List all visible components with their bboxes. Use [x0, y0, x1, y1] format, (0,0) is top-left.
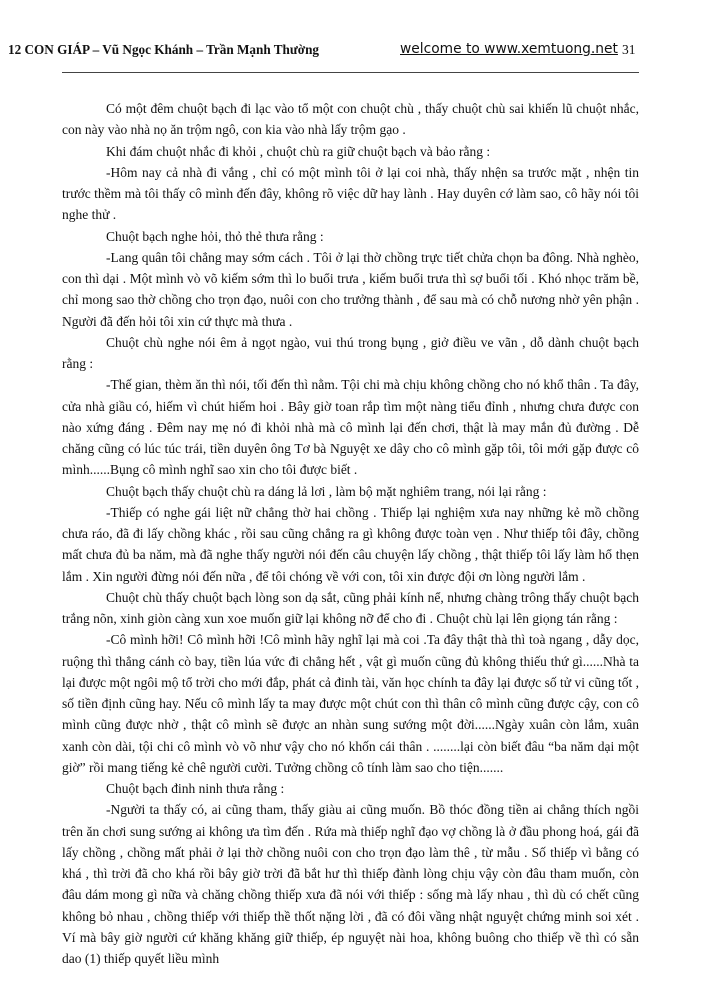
- paragraph-8: Chuột bạch thấy chuột chù ra dáng lả lơi , làm bộ mặt nghiêm trang, nói lại rằng :: [106, 483, 547, 499]
- paragraph-6: Chuột chù nghe nói êm ả ngọt ngào, vui thú trong bụng , giở điều ve vãn , dỗ dành chuột bạch rằng :: [62, 334, 639, 371]
- paragraph-1: Có một đêm chuột bạch đi lạc vào tổ một con chuột chù , thấy chuột chù sai khiến lũ chuột nhắc, con này vào nhà nọ ăn trộm ngô, con kia vào nhà lấy trộm gạo .: [62, 101, 639, 138]
- paragraph-11: -Cô mình hỡi! Cô mình hỡi !Cô mình hãy nghĩ lại mà coi .Ta đây thật thà thì toà ngang , dẫy dọc, ruộng thì thẳng cánh cò bay, tiền lúa vức đi chẳng hết , vật gì muốn cũng đủ không thiếu thứ gì......Nhà ta lại được một ngôi mộ tổ trời cho mới đắp, phát cả đinh tài, văn học chính ta đây lại được số tử vi cũng tốt , số tiền định cũng hay. Nếu cô mình lấy ta may được một chút con thì thân cô mình cũng được cậy, con cô mình cũng được nhờ , thật cô mình sẽ được an nhàn sung sướng một đời......Ngày xuân còn lắm, xuân xanh còn dài, tội chi cô mình vò võ như vậy cho nó khốn cái thân . ........lại còn biết đâu “ba năm dại một giờ” rồi mang tiếng kẻ chê người cười. Tưởng chồng cô tính làm sao cho tiện.......: [62, 632, 639, 775]
- story-body: [62, 98, 639, 969]
- header-divider: [62, 72, 639, 73]
- header-title: 12 CON GIÁP – Vũ Ngọc Khánh – Trần Mạnh Thường: [8, 42, 320, 57]
- page-header: [0, 42, 702, 62]
- paragraph-12: Chuột bạch đinh ninh thưa rằng :: [106, 781, 285, 796]
- page-number: 31: [622, 42, 636, 57]
- paragraph-4: Chuột bạch nghe hỏi, thỏ thẻ thưa rằng :: [106, 228, 324, 244]
- paragraph-2: Khi đám chuột nhắc đi khỏi , chuột chù ra giữ chuột bạch và bảo rằng :: [106, 143, 491, 159]
- paragraph-3: -Hôm nay cả nhà đi vắng , chỉ có một mình tôi ở lại coi nhà, thấy nhện sa trước mặt , nhện tin trước thềm mà tôi thấy cô mình đến đây, không rõ việc dữ hay lành . Hay duyên cớ làm sao, cô hãy nói tôi nghe thử .: [62, 164, 639, 223]
- paragraph-7: -Thế gian, thèm ăn thì nói, tối đến thì nằm. Tội chi mà chịu không chồng cho nó khổ thân . Ta đây, cửa nhà giầu có, hiếm vì chút hiếm hoi . Bây giờ toan rắp tìm một nàng tiểu đỉnh , nhưng chưa được con nào xứng đáng . Đêm nay mẹ nó đi khỏi nhà mà cô mình lại đến chơi, thật là may mắn đủ đường . Dễ chăng cũng có lúc túc trái, tiền duyên ông Tơ bà Nguyệt xe dây cho cô mình gặp tôi, tôi mới gặp được cô mình......Bụng cô mình nghĩ sao xin cho tôi được biết .: [62, 377, 639, 478]
- paragraph-10: Chuột chù thấy chuột bạch lòng son dạ sắt, cũng phải kính nể, nhưng chàng trông thấy chuột bạch trắng nõn, xinh giòn càng xun xoe muốn giữ lại không nỡ để cho đi . Chuột chù lại lên giọng tán rằng :: [62, 589, 639, 626]
- paragraph-5: -Lang quân tôi chẳng may sớm cách . Tôi ở lại thờ chồng trực tiết chửa chọn ba đông. Nhà nghèo, con thì dại . Một mình vò võ kiếm sớm thì lo buổi trưa , kiếm buổi trưa thì sợ buổi tối . Khó nhọc trăm bề, chỉ mong sao thờ chồng cho trọn đạo, nuôi con cho trưởng thành , để sau mà có chỗ nương nhờ yên phận . Người đã đến hỏi tôi xin cứ thực mà thưa .: [62, 249, 639, 329]
- paragraph-13: -Người ta thấy có, ai cũng tham, thấy giàu ai cũng muốn. Bồ thóc đồng tiền ai chẳng thích ngồi trên ăn chơi sung sướng ai không ưa tìm đến . Rứa mà thiếp nghĩ đạo vợ chồng là ở đầu phong hoá, gái đã lấy chồng , chồng mất phải ở lại thờ chồng nuôi con cho trọn đạo làm thê , từ mẫu . Số thiếp vì bằng có khá , thì trời đã cho khá rồi bây giờ trời đã bắt hư thì thiếp đành lòng chịu vậy còn đâu tham muốn, còn đâu dám mong gì nữa và chăng chồng thiếp xưa đã nói với thiếp : sống mà lấy nhau , thì dù có chết cũng không bỏ nhau , chồng thiếp với thiếp thề thốt nặng lời , đã có đôi vầng nhật nguyệt chứng minh soi xét . Ví mà bây giờ người cứ khăng khăng giữ thiếp, ép nguyệt nài hoa, không buông cho thiếp về thì có sẵn dao (1) thiếp quyết liều mình: [62, 802, 639, 966]
- paragraph-9: -Thiếp có nghe gái liệt nữ chẳng thờ hai chồng . Thiếp lại nghiệm xưa nay những kẻ mồ chồng chưa ráo, đã đi lấy chồng khác , rồi sau cũng chẳng ra gì không được toàn vẹn . Như thiếp tôi đây, chồng mất chưa đủ ba năm, mà đã nghe thấy người nói đến câu chuyện lấy chồng , thật thiếp tôi lấy làm hổ thẹn lắm . Xin người đừng nói đến nữa , để tôi chóng về với con, tôi xin được đội ơn lòng người lắm .: [62, 504, 639, 584]
- website-link[interactable]: welcome to www.xemtuong.net: [400, 41, 618, 57]
